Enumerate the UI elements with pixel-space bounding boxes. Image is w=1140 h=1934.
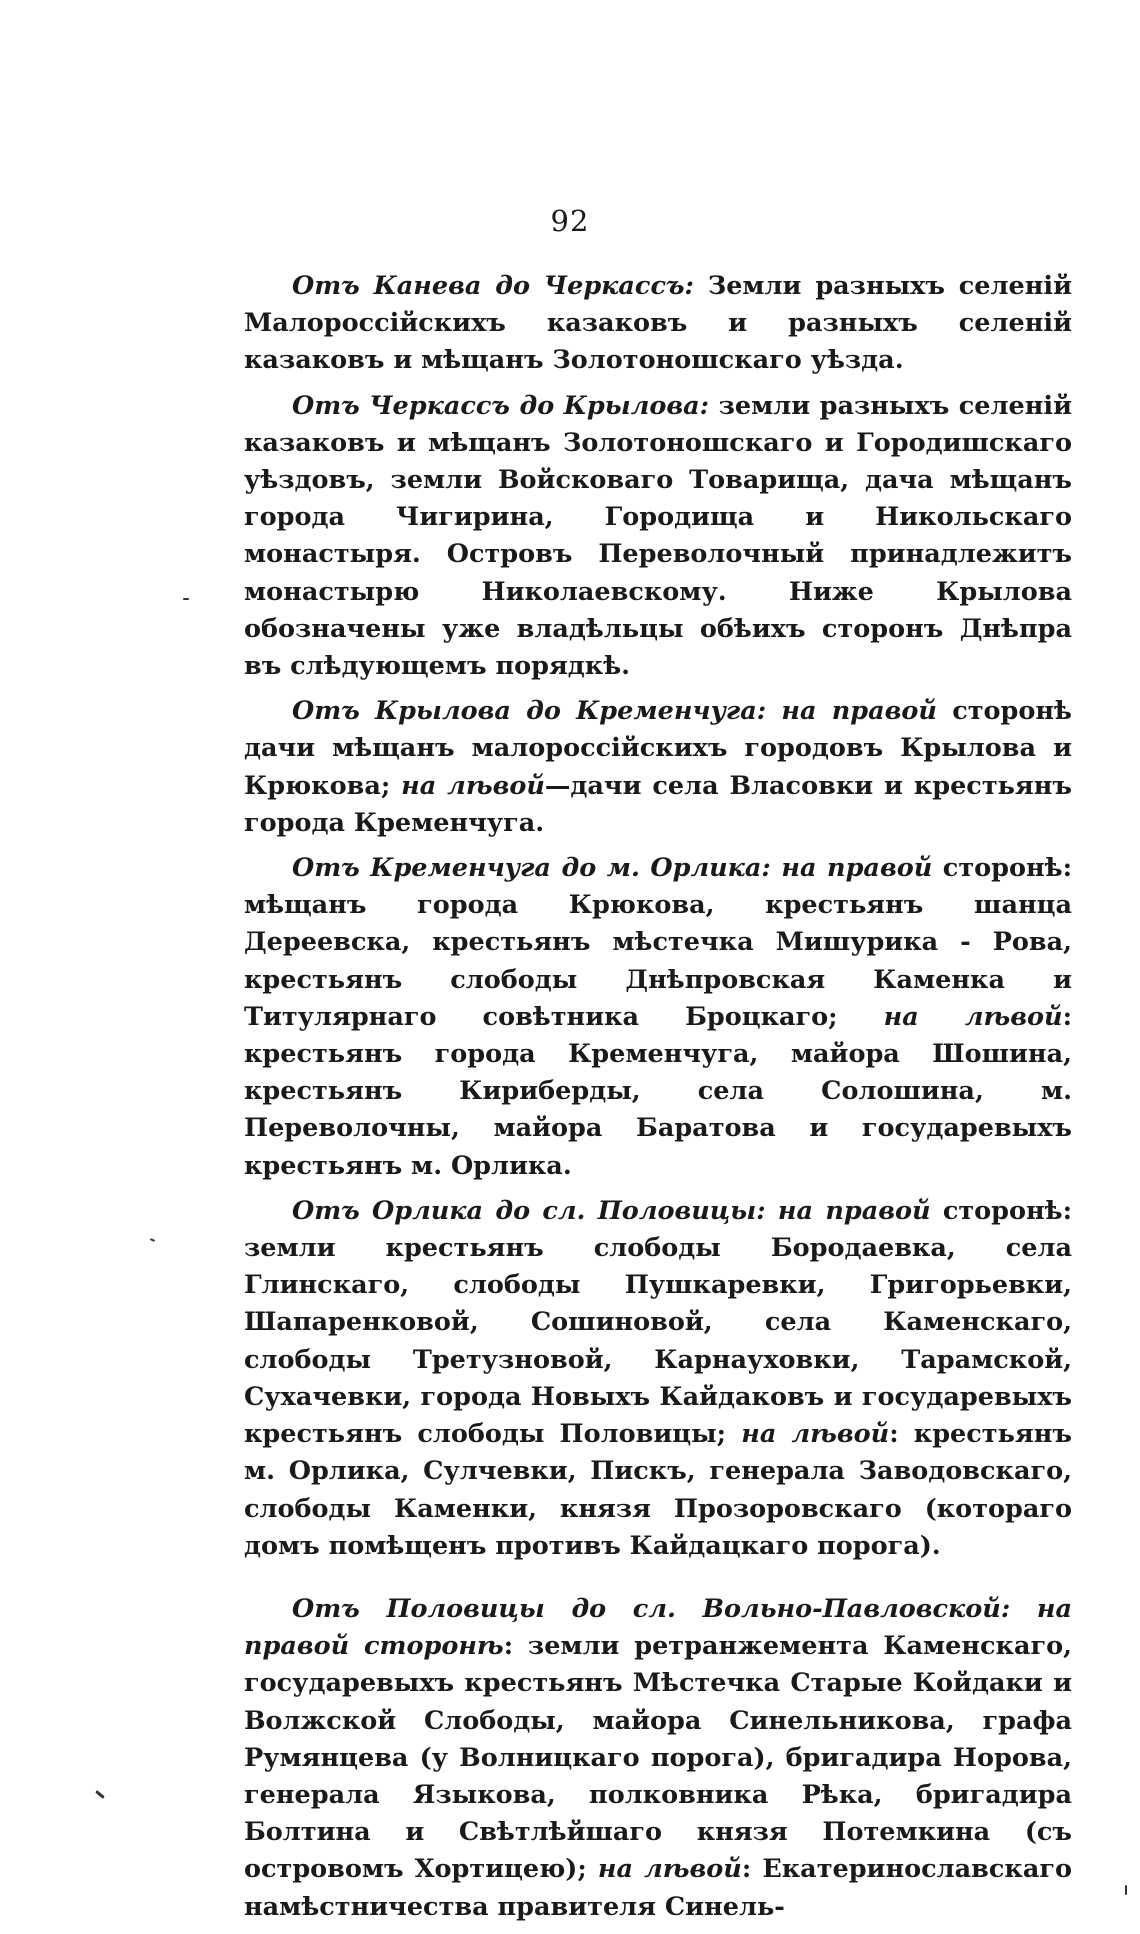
paragraph-text: Земли разныхъ селеній Малороссійскихъ казаковъ и разныхъ селеній казаковъ и мѣщанъ Золотоношскаго уѣзда. bbox=[244, 271, 1072, 376]
right-side-text: сторонѣ: земли крестьянъ слободы Бородаевка, села Глинскаго, слободы Пушкаревки, Григорьевки, Шапаренковой, Сошиновой, села Каменскаго, слободы Третузновой, Карнауховки, Тарамской, Сухачевки, города Новыхъ Кайдаковъ и государевыхъ крестьянъ слободы Половицы; bbox=[244, 1195, 1072, 1450]
right-side-label: на правой bbox=[777, 1195, 931, 1226]
paragraph-kremenchug-orlik bbox=[244, 850, 1072, 1185]
route-heading: Отъ Половицы до сл. Вольно-Павловской: bbox=[292, 1593, 1011, 1624]
scan-speck bbox=[150, 1238, 155, 1242]
text-block bbox=[244, 268, 1072, 1934]
scan-speck bbox=[183, 598, 189, 600]
route-heading: Отъ Крылова до Кременчуга: bbox=[292, 696, 767, 727]
right-side-label: на правой bbox=[781, 853, 933, 884]
left-side-text: : крестьянъ м. Орлика, Сулчевки, Пискъ, генерала Заводовскаго, слободы Каменки, князя Прозоровскаго (котораго домъ помѣщенъ противъ Кайдацкаго порога). bbox=[244, 1419, 1072, 1561]
route-heading: Отъ Кременчуга до м. Орлика: bbox=[292, 853, 771, 884]
left-side-label: на лѣвой bbox=[883, 1001, 1063, 1032]
right-side-label: на правой сторонѣ bbox=[244, 1593, 1072, 1662]
right-side-text: : земли ретранжемента Каменскаго, государевыхъ крестьянъ Мѣстечка Старые Койдаки и Волжской Слободы, майора Синельникова, графа Румянцева (у Волницкаго порога), бригадира Норова, генерала Языкова, полковника Рѣка, бригадира Болтина и Свѣтлѣйшаго князя Потемкина (съ островомъ Хортицею); bbox=[244, 1631, 1072, 1885]
route-heading: Отъ Канева до Черкассъ: bbox=[292, 271, 694, 301]
paragraph-kanev-cherkassy bbox=[244, 268, 1072, 380]
scan-speck bbox=[1125, 1885, 1127, 1895]
page-number: 92 bbox=[550, 204, 590, 238]
left-side-text: : крестьянъ города Кременчуга, майора Шошина, крестьянъ Кириберды, села Солошина, м. Переволочны, майора Баратова и государевыхъ крестьянъ м. Орлика. bbox=[244, 1001, 1072, 1181]
paragraph-polovitsa-volno-pavlovskaya bbox=[244, 1591, 1072, 1926]
route-heading: Отъ Орлика до сл. Половицы: bbox=[292, 1195, 766, 1226]
left-side-label: на лѣвой bbox=[741, 1419, 890, 1450]
left-side-text: : Екатеринославскаго намѣстничества правителя Синель- bbox=[244, 1854, 1072, 1922]
left-side-text: —дачи села Власовки и крестьянъ города Кременчуга. bbox=[244, 770, 1072, 838]
paragraph-krylov-kremenchug bbox=[244, 693, 1072, 842]
scan-speck bbox=[95, 1790, 105, 1799]
right-side-text: сторонѣ: мѣщанъ города Крюкова, крестьянъ шанца Дереевска, крестьянъ мѣстечка Мишурика - Рова, крестьянъ слободы Днѣпровская Каменка и Титулярнаго совѣтника Броцкаго; bbox=[244, 853, 1072, 1032]
left-side-label: на лѣвой bbox=[401, 770, 545, 801]
paragraph-cherkassy-krylov bbox=[244, 388, 1072, 686]
route-heading: Отъ Черкассъ до Крылова: bbox=[292, 390, 710, 421]
paragraph-text: земли разныхъ селеній казаковъ и мѣщанъ Золотоношскаго и Городишскаго уѣздовъ, земли Войсковаго Товарища, дача мѣщанъ города Чигирина, Городища и Никольскаго монастыря. Островъ Переволочный принадлежитъ монастырю Николаевскому. Ниже Крылова обозначены уже владѣльцы обѣихъ сторонъ Днѣпра въ слѣдующемъ порядкѣ. bbox=[244, 390, 1072, 682]
paragraph-orlik-polovitsa bbox=[244, 1193, 1072, 1565]
right-side-label: на правой bbox=[781, 696, 937, 727]
left-side-label: на лѣвой bbox=[597, 1854, 742, 1885]
right-side-text: сторонѣ дачи мѣщанъ малороссійскихъ городовъ Крылова и Крюкова; bbox=[244, 696, 1072, 801]
